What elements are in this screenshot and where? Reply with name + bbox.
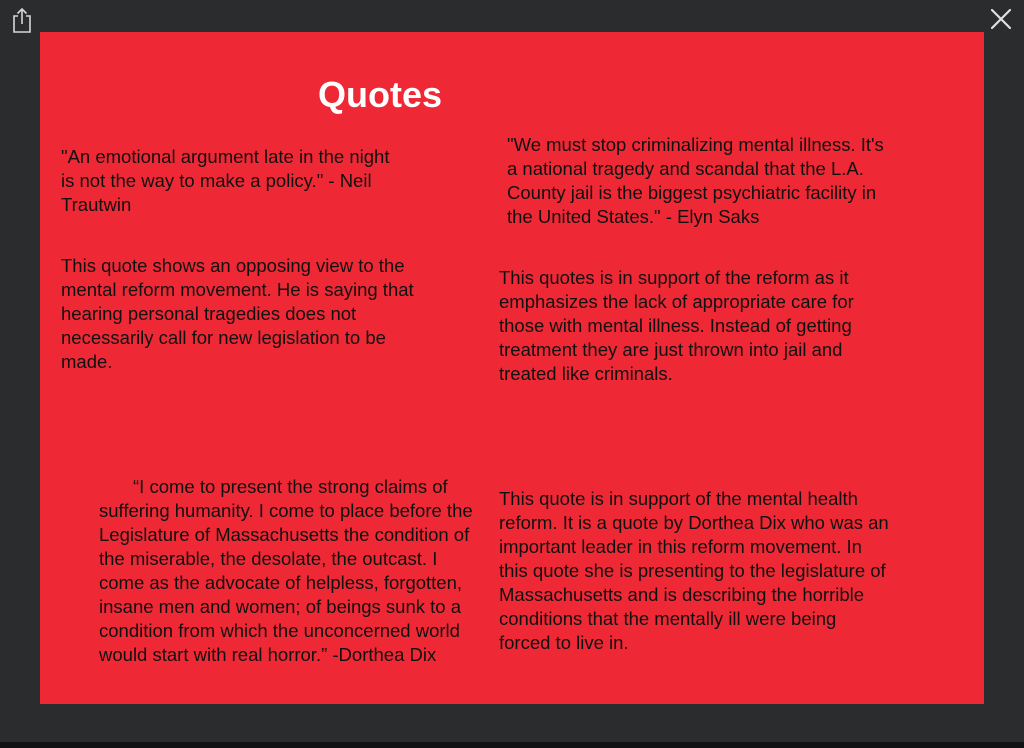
analysis-saks: This quotes is in support of the reform as it emphasizes the lack of appropriate care for those with mental illness. Instead of getting treatment they are just thrown into jail and treated like criminals. [499,267,854,384]
quote-dix: “I come to present the strong claims of suffering humanity. I come to place before the Legislature of Massachusetts the condition of the miserable, the desolate, the outcast. I come as the advocate of helpless, forgotten, insane men and women; of beings sunk to a condition from which the unconcerned world would start with real horror.” -Dorthea Dix [99,476,473,665]
slide-title: Quotes [317,74,442,115]
slide [40,32,984,704]
close-icon [988,6,1014,32]
quote-trautwin: "An emotional argument late in the night is not the way to make a policy." - Neil Trautwin [61,146,390,215]
analysis-trautwin: This quote shows an opposing view to the mental reform movement. He is saying that hearing personal tragedies does not necessarily call for new legislation to be made. [61,255,414,372]
share-icon [10,6,34,34]
quote-saks: "We must stop criminalizing mental illness. It's a national tragedy and scandal that the L.A. County jail is the biggest psychiatric facility in the United States." - Elyn Saks [507,134,884,227]
analysis-dix: This quote is in support of the mental health reform. It is a quote by Dorthea Dix who was an important leader in this reform movement. In this quote she is presenting to the legislature of Massachusetts and is describing the horrible conditions that the mentally ill were being forced to live in. [499,488,889,653]
share-button[interactable] [10,6,34,34]
close-button[interactable] [988,6,1014,32]
bottom-bar [0,742,1024,748]
